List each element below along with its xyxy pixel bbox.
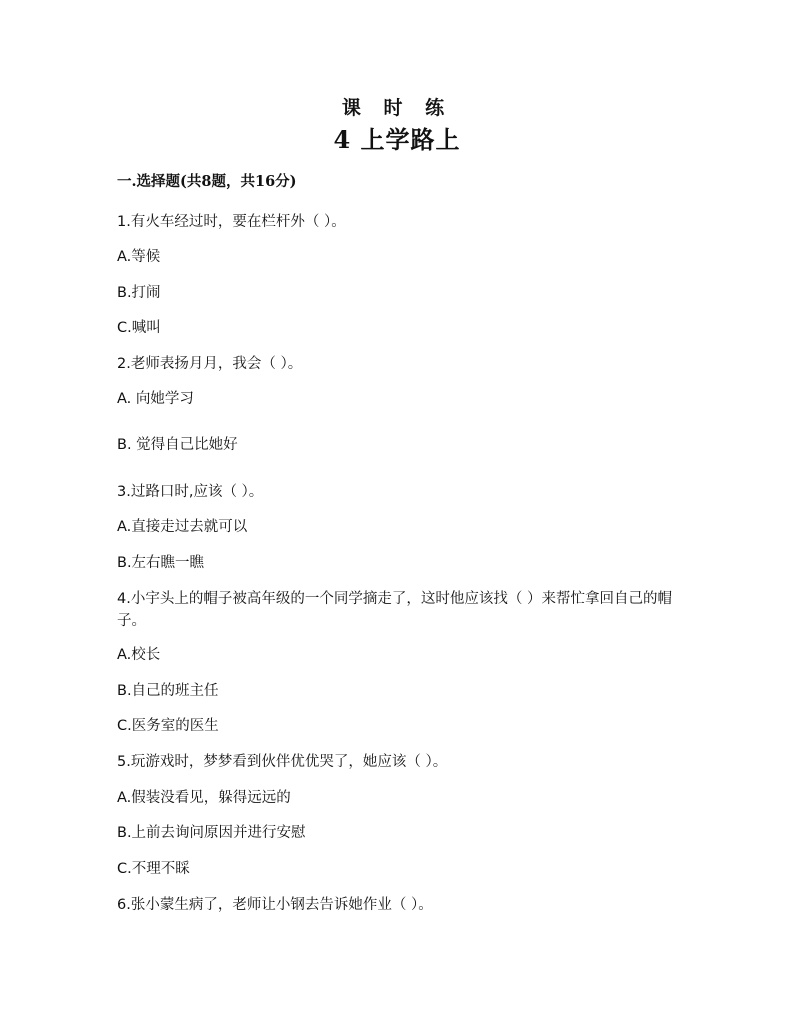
section-heading: 一.选择题(共8题，共16分): [117, 173, 297, 190]
answer-option: A.校长: [117, 647, 161, 663]
answer-option: A.直接走过去就可以: [117, 519, 248, 535]
question-stem: 4.小宇头上的帽子被高年级的一个同学摘走了，这时他应该找（ ）来帮忙拿回自己的帽子。: [117, 591, 672, 629]
answer-option: B. 觉得自己比她好: [117, 437, 238, 453]
answer-option: A.等候: [117, 249, 161, 265]
question-stem: 2.老师表扬月月，我会（ ）。: [117, 356, 303, 372]
answer-option: C.医务室的医生: [117, 718, 219, 734]
answer-option: B.上前去询问原因并进行安慰: [117, 825, 306, 841]
question-stem: 1.有火车经过时，要在栏杆外（ ）。: [117, 214, 346, 230]
answer-option: B.左右瞧一瞧: [117, 555, 205, 571]
question-stem: 6.张小蒙生病了，老师让小钢去告诉她作业（ ）。: [117, 897, 433, 913]
answer-option: B.打闹: [117, 285, 161, 301]
answer-option: C.不理不睬: [117, 861, 190, 877]
lesson-title: 4 上学路上: [333, 125, 461, 154]
question-stem: 5.玩游戏时，梦梦看到伙伴优优哭了，她应该（ ）。: [117, 754, 448, 770]
answer-option: A. 向她学习: [117, 391, 194, 407]
page-title: 课 时 练: [341, 97, 453, 119]
answer-option: A.假装没看见，躲得远远的: [117, 790, 291, 806]
answer-option: C.喊叫: [117, 320, 161, 336]
question-stem: 3.过路口时,应该（ ）。: [117, 484, 264, 500]
answer-option: B.自己的班主任: [117, 683, 219, 699]
